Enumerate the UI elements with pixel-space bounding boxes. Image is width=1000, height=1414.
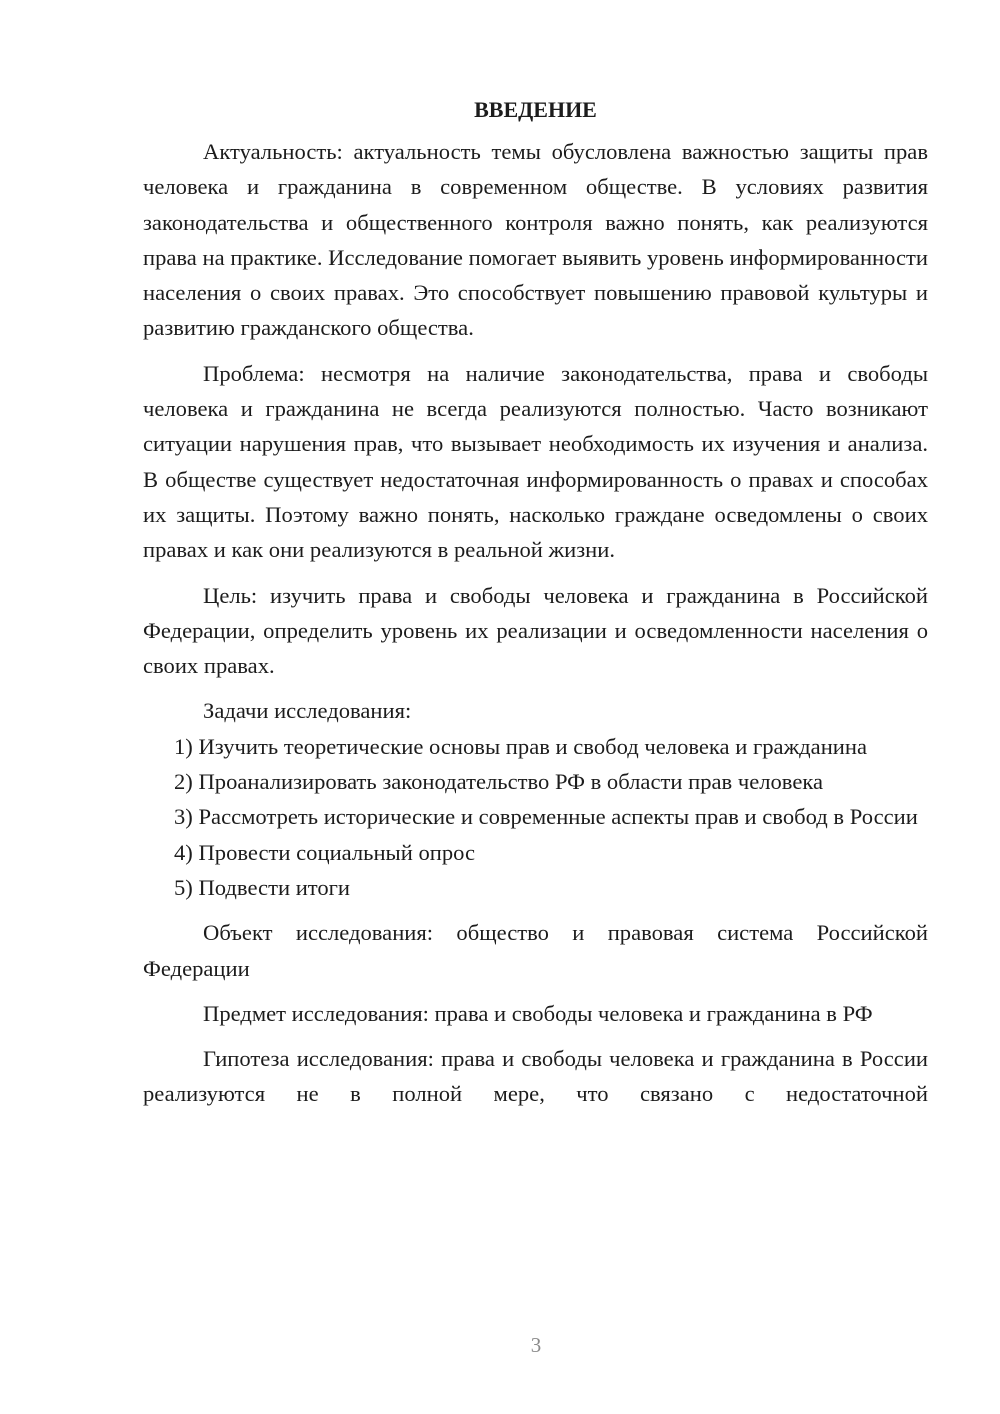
task-item-2: 2) Проанализировать законодательство РФ в области прав человека xyxy=(174,769,824,795)
paragraph-subject: Предмет исследования: права и свободы человека и гражданина в РФ xyxy=(203,1000,873,1026)
page-title: ВВЕДЕНИЕ xyxy=(474,97,597,122)
task-item-1: 1) Изучить теоретические основы прав и свобод человека и гражданина xyxy=(174,733,868,759)
paragraph-hypothesis: Гипотеза исследования: права и свободы человека и гражданина в России реализуются не в полной мере, что связано с недостаточной xyxy=(143,1046,928,1107)
paragraph-object: Объект исследования: общество и правовая система Российской Федерации xyxy=(143,920,928,981)
tasks-heading: Задачи исследования: xyxy=(203,698,412,724)
task-item-3: 3) Рассмотреть исторические и современные аспекты прав и свобод в России xyxy=(174,804,918,830)
page-number: 3 xyxy=(530,1333,542,1357)
paragraph-problem: Проблема: несмотря на наличие законодательства, права и свободы человека и гражданина не всегда реализуются полностью. Часто возникают ситуации нарушения прав, что вызывает необходимость их изучения и анализа. В обществе существует недостаточная информированность о правах и способах их защиты. Поэтому важно понять, насколько граждане осведомлены о своих правах и как они реализуются в реальной жизни. xyxy=(143,360,928,563)
paragraph-relevance: Актуальность: актуальность темы обусловлена важностью защиты прав человека и гражданина в современном обществе. В условиях развития законодательства и общественного контроля важно понять, как реализуются права на практике. Исследование помогает выявить уровень информированности населения о своих правах. Это способствует повышению правовой культуры и развитию гражданского общества. xyxy=(143,139,928,341)
task-item-5: 5) Подвести итоги xyxy=(174,874,351,900)
document-page xyxy=(143,92,928,1112)
paragraph-goal: Цель: изучить права и свободы человека и гражданина в Российской Федерации, определить уровень их реализации и осведомленности населения о своих правах. xyxy=(143,582,928,679)
task-item-4: 4) Провести социальный опрос xyxy=(174,839,476,865)
